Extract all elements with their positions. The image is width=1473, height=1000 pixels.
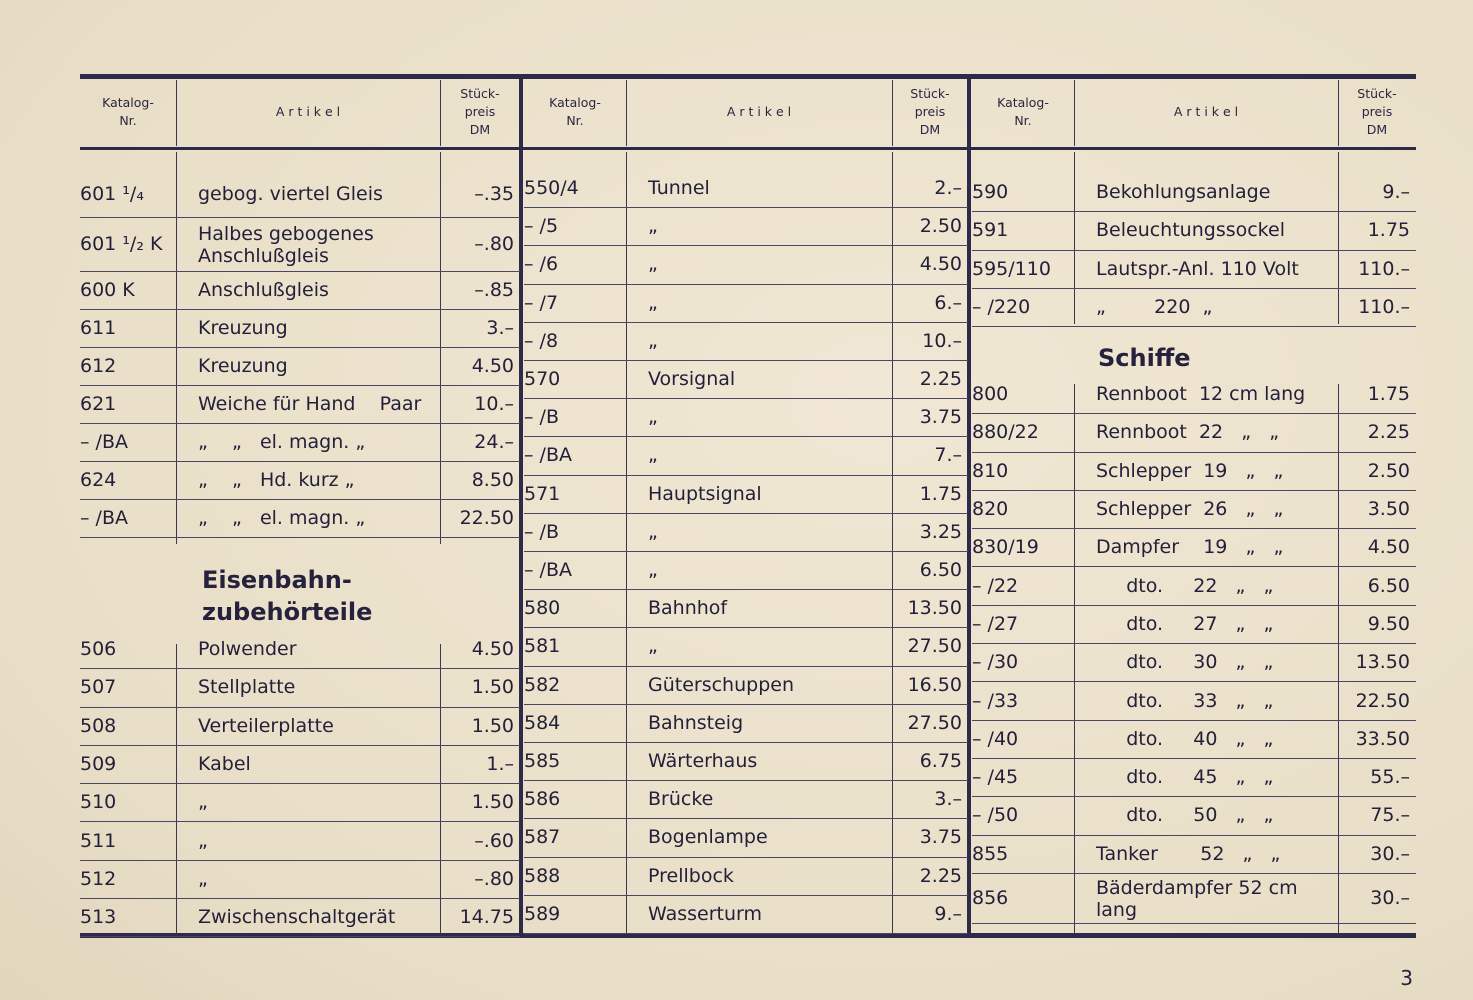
article-name: dto. 40 „ „ — [1096, 727, 1274, 750]
catalog-number: 589 — [524, 902, 561, 925]
header-preis — [1338, 82, 1416, 142]
catalog-number: 810 — [972, 459, 1009, 482]
table-row — [972, 874, 1416, 924]
article-name: „ „ el. magn. „ — [198, 507, 366, 529]
header-preis-text: DM — [1366, 122, 1388, 137]
header-divider — [1338, 80, 1339, 146]
catalog-number: 601 ¹/₄ — [80, 183, 144, 205]
table-row — [972, 376, 1416, 414]
unit-price: 7.– — [934, 444, 962, 467]
article-name: „ — [648, 215, 658, 238]
catalog-number: – /22 — [972, 574, 1019, 597]
article-name: Prellbock — [648, 864, 734, 887]
table-row — [972, 212, 1416, 250]
table-row — [972, 453, 1416, 491]
catalog-number: 550/4 — [524, 177, 579, 200]
catalog-number: – /27 — [972, 612, 1019, 635]
table-row — [80, 899, 520, 937]
article-name: dto. 22 „ „ — [1096, 574, 1274, 597]
catalog-number: 513 — [80, 906, 117, 929]
unit-price: 27.50 — [907, 635, 962, 658]
article-name: Tunnel — [648, 177, 710, 200]
table-row — [524, 705, 968, 743]
catalog-number: – /5 — [524, 215, 559, 238]
header-katalog-text: Nr. — [1014, 113, 1032, 128]
table-row — [972, 289, 1416, 327]
unit-price: –.80 — [474, 233, 514, 255]
table-row — [80, 708, 520, 746]
catalog-number: 511 — [80, 829, 117, 852]
table-row — [972, 414, 1416, 452]
article-name: Anschlußgleis — [198, 279, 329, 301]
table-row — [524, 361, 968, 399]
unit-price: 4.50 — [1367, 536, 1410, 559]
article-name: dto. 27 „ „ — [1096, 612, 1274, 635]
header-preis-text: preis — [914, 104, 946, 119]
unit-price: 75.– — [1370, 804, 1410, 827]
table-header — [972, 74, 1416, 147]
article-name: „ — [648, 253, 658, 276]
table-row — [80, 310, 520, 348]
catalog-number: 880/22 — [972, 421, 1039, 444]
article-name: Bahnhof — [648, 597, 728, 620]
row-rule — [80, 537, 520, 538]
table-row — [80, 272, 520, 310]
unit-price: 9.– — [1382, 181, 1410, 204]
article-name: Hauptsignal — [648, 482, 762, 505]
table-row — [972, 644, 1416, 682]
catalog-number: – /BA — [524, 559, 572, 582]
table-row — [524, 514, 968, 552]
catalog-number: – /8 — [524, 329, 559, 352]
article-name: Güterschuppen — [648, 673, 794, 696]
unit-price: 30.– — [1370, 842, 1410, 865]
table-row — [972, 529, 1416, 567]
article-name: Stellplatte — [198, 676, 296, 699]
header-preis — [892, 82, 968, 142]
table-header — [80, 74, 520, 147]
header-preis-text: Stück- — [460, 86, 500, 101]
article-name: dto. 50 „ „ — [1096, 804, 1274, 827]
unit-price: –.80 — [474, 867, 514, 890]
article-name: Polwender — [198, 638, 297, 661]
header-katalog-text: Katalog- — [997, 95, 1049, 110]
article-name: Brücke — [648, 788, 714, 811]
catalog-number: – /40 — [972, 727, 1019, 750]
article-name: Halbes gebogenes Anschlußgleis — [198, 223, 374, 267]
table-row — [524, 781, 968, 819]
header-katalog — [524, 82, 626, 142]
catalog-number: – /BA — [80, 431, 128, 453]
article-name: Wärterhaus — [648, 750, 758, 773]
catalog-number: 585 — [524, 750, 561, 773]
unit-price: 33.50 — [1355, 727, 1410, 750]
catalog-number: – /B — [524, 406, 559, 429]
catalog-number: 512 — [80, 867, 117, 890]
header-katalog — [80, 82, 176, 142]
catalog-number: 611 — [80, 317, 117, 339]
article-name: dto. 45 „ „ — [1096, 766, 1274, 789]
catalog-number: – /6 — [524, 253, 559, 276]
unit-price: –.35 — [474, 183, 514, 205]
header-preis-text: DM — [469, 122, 491, 137]
unit-price: 13.50 — [907, 597, 962, 620]
table-row — [524, 552, 968, 590]
catalog-number: 590 — [972, 181, 1009, 204]
catalog-number: – /BA — [524, 444, 572, 467]
table-row — [80, 218, 520, 272]
catalog-number: – /220 — [972, 296, 1031, 319]
table-row — [524, 246, 968, 284]
article-name: „ — [198, 867, 208, 890]
article-name: Schlepper 19 „ „ — [1096, 459, 1284, 482]
table-row — [972, 759, 1416, 797]
catalog-number: 580 — [524, 597, 561, 620]
unit-price: 3.50 — [1367, 498, 1410, 521]
header-preis-text: Stück- — [1357, 86, 1397, 101]
article-name: „ — [648, 291, 658, 314]
unit-price: 4.50 — [471, 638, 514, 661]
unit-price: 1.50 — [471, 676, 514, 699]
header-divider — [626, 80, 627, 146]
table-row — [80, 823, 520, 861]
table-row — [524, 819, 968, 857]
catalog-number: 587 — [524, 826, 561, 849]
table-row — [524, 208, 968, 246]
unit-price: 2.25 — [1367, 421, 1410, 444]
article-name: Wasserturm — [648, 902, 762, 925]
unit-price: 2.– — [934, 177, 962, 200]
catalog-number: 591 — [972, 219, 1009, 242]
article-name: Dampfer 19 „ „ — [1096, 536, 1284, 559]
article-name: Zwischenschaltgerät — [198, 906, 396, 929]
catalog-number: 586 — [524, 788, 561, 811]
header-divider — [176, 80, 177, 146]
catalog-number: 856 — [972, 886, 1009, 909]
unit-price: 3.25 — [919, 520, 962, 543]
article-name: Beleuchtungssockel — [1096, 219, 1285, 242]
article-name: Rennboot 12 cm lang — [1096, 383, 1306, 406]
article-name: dto. 33 „ „ — [1096, 689, 1274, 712]
unit-price: 110.– — [1358, 296, 1410, 319]
article-name: „ — [648, 520, 658, 543]
article-name: Kreuzung — [198, 317, 288, 339]
unit-price: –.85 — [474, 279, 514, 301]
catalog-number: 581 — [524, 635, 561, 658]
article-name: Verteilerplatte — [198, 714, 334, 737]
table-row — [524, 285, 968, 323]
table-row — [80, 172, 520, 218]
article-name: Bogenlampe — [648, 826, 768, 849]
table-row — [80, 500, 520, 538]
table-row — [80, 462, 520, 500]
unit-price: 55.– — [1370, 766, 1410, 789]
article-name: Vorsignal — [648, 368, 736, 391]
unit-price: 22.50 — [459, 507, 514, 529]
row-rule — [524, 933, 968, 934]
article-name: gebog. viertel Gleis — [198, 183, 383, 205]
header-artikel: A r t i k e l — [275, 104, 341, 119]
article-name: Bekohlungsanlage — [1096, 181, 1271, 204]
table-row — [80, 348, 520, 386]
header-artikel: A r t i k e l — [1173, 104, 1239, 119]
header-preis-text: DM — [919, 122, 941, 137]
article-name: dto. 30 „ „ — [1096, 651, 1274, 674]
table-row — [80, 669, 520, 707]
header-preis-text: preis — [464, 104, 496, 119]
unit-price: 27.50 — [907, 711, 962, 734]
header-katalog-text: Katalog- — [102, 95, 154, 110]
catalog-number: 612 — [80, 355, 117, 377]
section-title-line: Eisenbahn- — [202, 566, 352, 594]
header-preis — [440, 82, 520, 142]
header-preis-text: Stück- — [910, 86, 950, 101]
article-name: „ — [648, 444, 658, 467]
unit-price: 110.– — [1358, 257, 1410, 280]
unit-price: 13.50 — [1355, 651, 1410, 674]
table-header — [524, 74, 968, 147]
unit-price: 3.75 — [919, 826, 962, 849]
table-row — [972, 797, 1416, 835]
article-name: Tanker 52 „ „ — [1096, 842, 1281, 865]
table-row — [524, 476, 968, 514]
unit-price: 10.– — [474, 393, 514, 415]
header-divider — [440, 80, 441, 146]
unit-price: 22.50 — [1355, 689, 1410, 712]
unit-price: 30.– — [1370, 886, 1410, 909]
unit-price: 16.50 — [907, 673, 962, 696]
article-name: Schlepper 26 „ „ — [1096, 498, 1284, 521]
unit-price: –.60 — [474, 829, 514, 852]
unit-price: 6.50 — [1367, 574, 1410, 597]
row-rule — [972, 923, 1416, 924]
catalog-number: 624 — [80, 469, 117, 491]
table-row — [972, 836, 1416, 874]
unit-price: 1.75 — [919, 482, 962, 505]
article-name: Rennboot 22 „ „ — [1096, 421, 1280, 444]
section-title-schiffe: Schiffe — [1098, 344, 1191, 372]
unit-price: 1.– — [486, 753, 514, 776]
unit-price: 2.25 — [919, 368, 962, 391]
unit-price: 6.75 — [919, 750, 962, 773]
table-row — [80, 424, 520, 462]
unit-price: 6.– — [934, 291, 962, 314]
unit-price: 10.– — [922, 329, 962, 352]
catalog-number: 588 — [524, 864, 561, 887]
article-name: „ — [648, 329, 658, 352]
section-title-eisenbahn — [202, 564, 372, 628]
unit-price: 9.50 — [1367, 612, 1410, 635]
catalog-number: – /7 — [524, 291, 559, 314]
catalog-number: 509 — [80, 753, 117, 776]
header-katalog-text: Nr. — [566, 113, 584, 128]
catalog-number: 621 — [80, 393, 117, 415]
table-row — [972, 491, 1416, 529]
catalog-number: 600 K — [80, 279, 135, 301]
table-row — [524, 628, 968, 666]
table-row — [80, 631, 520, 669]
table-row — [972, 174, 1416, 212]
table-row — [524, 743, 968, 781]
catalog-number: 508 — [80, 714, 117, 737]
catalog-number: 506 — [80, 638, 117, 661]
catalog-number: 582 — [524, 673, 561, 696]
page-number: 3 — [1400, 966, 1413, 990]
article-name: „ — [198, 791, 208, 814]
price-column-2 — [524, 74, 968, 936]
article-name: Lautspr.-Anl. 110 Volt — [1096, 257, 1299, 280]
catalog-number: 820 — [972, 498, 1009, 521]
unit-price: 2.50 — [1367, 459, 1410, 482]
unit-price: 6.50 — [919, 559, 962, 582]
catalog-number: – /B — [524, 520, 559, 543]
unit-price: 3.– — [934, 788, 962, 811]
catalog-number: – /45 — [972, 766, 1019, 789]
header-divider — [892, 80, 893, 146]
price-column-3 — [972, 74, 1416, 936]
table-row — [972, 682, 1416, 720]
article-name: Kabel — [198, 753, 251, 776]
table-row — [524, 170, 968, 208]
table-row — [524, 399, 968, 437]
catalog-number: 800 — [972, 383, 1009, 406]
catalog-number: 507 — [80, 676, 117, 699]
unit-price: 2.50 — [919, 215, 962, 238]
article-name: „ „ el. magn. „ — [198, 431, 366, 453]
article-name: „ — [648, 635, 658, 658]
unit-price: 14.75 — [459, 906, 514, 929]
catalog-number: 584 — [524, 711, 561, 734]
table-row — [524, 858, 968, 896]
table-row — [524, 590, 968, 628]
unit-price: 3.– — [486, 317, 514, 339]
header-katalog-text: Katalog- — [549, 95, 601, 110]
unit-price: 2.25 — [919, 864, 962, 887]
article-name: „ „ Hd. kurz „ — [198, 469, 355, 491]
unit-price: 1.50 — [471, 714, 514, 737]
table-row — [972, 251, 1416, 289]
article-name: Weiche für Hand Paar — [198, 393, 422, 415]
row-rule — [972, 326, 1416, 327]
catalog-number: 595/110 — [972, 257, 1051, 280]
table-row — [80, 861, 520, 899]
table-row — [972, 568, 1416, 606]
catalog-number: 855 — [972, 842, 1009, 865]
catalog-number: 830/19 — [972, 536, 1039, 559]
catalog-number: 601 ¹/₂ K — [80, 233, 163, 255]
table-row — [80, 746, 520, 784]
unit-price: 3.75 — [919, 406, 962, 429]
catalog-number: – /30 — [972, 651, 1019, 674]
unit-price: 9.– — [934, 902, 962, 925]
price-column-1 — [80, 74, 520, 936]
unit-price: 1.75 — [1367, 383, 1410, 406]
article-name: „ — [648, 406, 658, 429]
article-name: „ 220 „ — [1096, 296, 1213, 319]
header-divider — [1074, 80, 1075, 146]
article-name: „ — [198, 829, 208, 852]
header-artikel: A r t i k e l — [726, 104, 792, 119]
unit-price: 8.50 — [471, 469, 514, 491]
table-row — [80, 386, 520, 424]
table-row — [524, 437, 968, 475]
catalog-number: – /33 — [972, 689, 1019, 712]
article-name: Bahnsteig — [648, 711, 744, 734]
table-row — [524, 896, 968, 934]
article-name: Kreuzung — [198, 355, 288, 377]
section-title-line: zubehörteile — [202, 598, 373, 626]
header-katalog-text: Nr. — [119, 113, 137, 128]
catalog-number: 570 — [524, 368, 561, 391]
row-rule — [80, 936, 520, 937]
table-row — [972, 721, 1416, 759]
article-name: „ — [648, 559, 658, 582]
unit-price: 24.– — [474, 431, 514, 453]
table-row — [524, 323, 968, 361]
table-row — [80, 784, 520, 822]
catalog-number: – /BA — [80, 507, 128, 529]
unit-price: 1.75 — [1367, 219, 1410, 242]
header-preis-text: preis — [1361, 104, 1393, 119]
table-row — [972, 606, 1416, 644]
unit-price: 4.50 — [471, 355, 514, 377]
unit-price: 4.50 — [919, 253, 962, 276]
catalog-number: – /50 — [972, 804, 1019, 827]
catalog-number: 510 — [80, 791, 117, 814]
article-name: Bäderdampfer 52 cm lang — [1096, 876, 1298, 921]
header-katalog — [972, 82, 1074, 142]
catalog-number: 571 — [524, 482, 561, 505]
table-row — [524, 667, 968, 705]
unit-price: 1.50 — [471, 791, 514, 814]
